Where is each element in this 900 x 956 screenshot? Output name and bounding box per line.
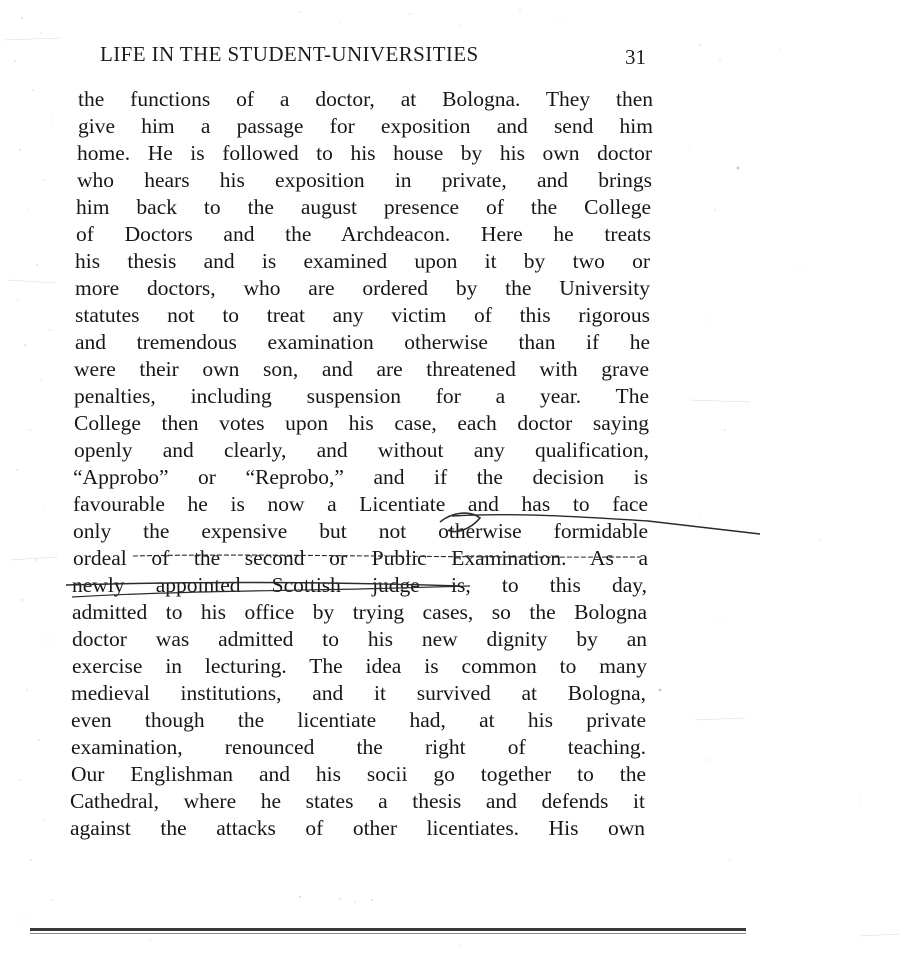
text-line: Our Englishman and his socii go together to the <box>71 762 646 786</box>
text-line: against the attacks of other licentiates. His own <box>70 816 645 840</box>
text-line: newly appointed Scottish judge is, to this day, <box>72 573 647 597</box>
text-line: who hears his exposition in private, and brings <box>77 168 652 192</box>
text-line: more doctors, who are ordered by the University <box>75 276 650 300</box>
text-line: admitted to his office by trying cases, so the Bologna <box>72 600 647 624</box>
bottom-rule-shadow <box>30 933 746 934</box>
text-line: only the expensive but not otherwise formidable <box>73 519 648 543</box>
text-line: statutes not to treat any victim of this rigorous <box>75 303 650 327</box>
text-line: and tremendous examination otherwise than if he <box>75 330 650 354</box>
text-line: doctor was admitted to his new dignity by an <box>72 627 647 651</box>
text-line: College then votes upon his case, each doctor saying <box>74 411 649 435</box>
running-title: LIFE IN THE STUDENT-UNIVERSITIES <box>100 42 479 66</box>
text-line: give him a passage for exposition and send him <box>78 114 653 138</box>
text-line: the functions of a doctor, at Bologna. They then <box>78 87 653 111</box>
text-line: favourable he is now a Licentiate and has to face <box>73 492 648 516</box>
text-line: were their own son, and are threatened with grave <box>74 357 649 381</box>
text-line: of Doctors and the Archdeacon. Here he treats <box>76 222 651 246</box>
bottom-rule <box>30 928 746 931</box>
text-line: openly and clearly, and without any qualification, <box>74 438 649 462</box>
text-line: medieval institutions, and it survived at Bologna, <box>71 681 646 705</box>
text-line: him back to the august presence of the College <box>76 195 651 219</box>
text-line: his thesis and is examined upon it by two or <box>75 249 650 273</box>
page-number: 31 <box>625 45 646 69</box>
text-line: examination, renounced the right of teaching. <box>71 735 646 759</box>
text-line: Cathedral, where he states a thesis and defends it <box>70 789 645 813</box>
text-line: penalties, including suspension for a year. The <box>74 384 649 408</box>
text-line: ordeal of the second or Public Examination. As a <box>73 546 648 570</box>
text-line: even though the licentiate had, at his private <box>71 708 646 732</box>
text-line: “Approbo” or “Reprobo,” and if the decision is <box>73 465 648 489</box>
text-line: exercise in lecturing. The idea is common to many <box>72 654 647 678</box>
text-line: home. He is followed to his house by his own doctor <box>77 141 652 165</box>
running-header <box>100 42 650 72</box>
